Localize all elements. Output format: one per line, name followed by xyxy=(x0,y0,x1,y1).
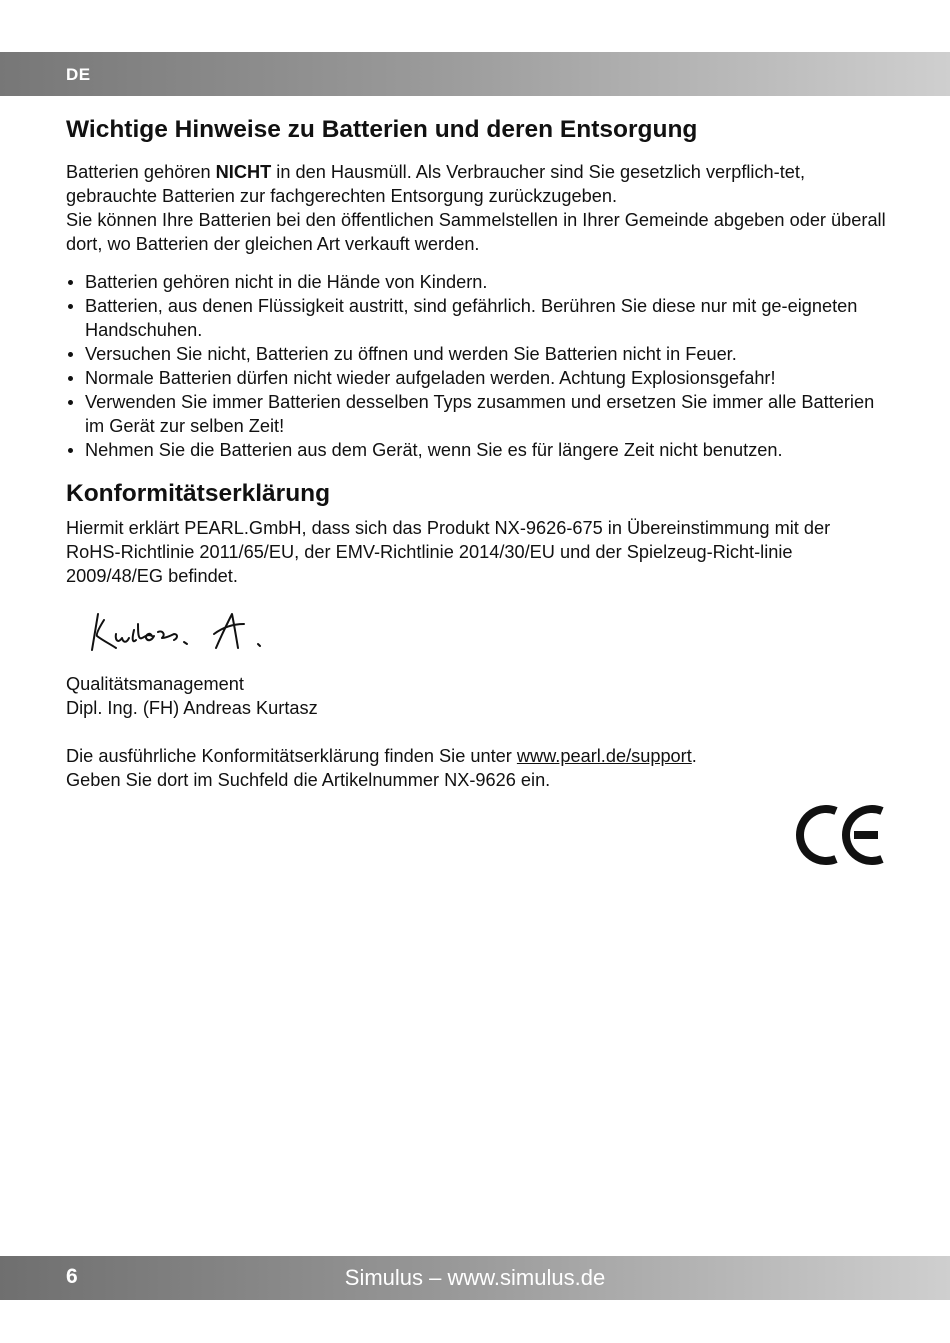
list-item: Verwenden Sie immer Batterien desselben Typs zusammen und ersetzen Sie immer alle Batterien im Gerät zur selben Zeit! xyxy=(66,390,888,438)
signature xyxy=(66,600,888,660)
footer-brand: Simulus – www.simulus.de xyxy=(344,1265,606,1290)
list-item: Batterien, aus denen Flüssigkeit austritt, sind gefährlich. Berühren Sie diese nur mit ge-eigneten Handschuhen. xyxy=(66,294,888,342)
intro-text-start: Batterien gehören xyxy=(66,162,216,182)
list-item: Versuchen Sie nicht, Batterien zu öffnen und werden Sie Batterien nicht in Feuer. xyxy=(66,342,888,366)
page-number: 6 xyxy=(66,1265,78,1288)
article-number-hint: Geben Sie dort im Suchfeld die Artikelnummer NX-9626 ein. xyxy=(66,770,551,790)
intro-emphasis: NICHT xyxy=(215,162,272,182)
signature-icon xyxy=(66,600,326,660)
battery-intro-2: Sie können Ihre Batterien bei den öffentlichen Sammelstellen in Ihrer Gemeinde abgeben oder überall dort, wo Batterien der gleichen Art verkauft werden. xyxy=(66,210,886,254)
list-item: Normale Batterien dürfen nicht wieder aufgeladen werden. Achtung Explosionsgefahr! xyxy=(66,366,888,390)
more-info-period: . xyxy=(691,746,697,766)
conformity-more-info xyxy=(66,744,888,768)
support-link[interactable]: www.pearl.de/support xyxy=(516,746,692,766)
footer-bar xyxy=(0,1256,950,1300)
language-label: DE xyxy=(66,65,91,84)
conformity-heading: Konformitätserklärung xyxy=(66,480,331,507)
signatory-name: Dipl. Ing. (FH) Andreas Kurtasz xyxy=(66,698,318,718)
more-info-text: Die ausführliche Konformitätserklärung finden Sie unter xyxy=(66,746,517,766)
battery-intro xyxy=(66,160,888,208)
list-item: Nehmen Sie die Batterien aus dem Gerät, wenn Sie es für längere Zeit nicht benutzen. xyxy=(66,438,888,462)
list-item: Batterien gehören nicht in die Hände von Kindern. xyxy=(66,270,888,294)
intro-text-end: in den Hausmüll. Als Verbraucher sind Sie gesetzlich verpflich-tet, gebrauchte Batterien zur fachgerechten Entsorgung zurückzugeben. xyxy=(66,162,805,206)
battery-bullet-list xyxy=(66,270,888,462)
battery-heading: Wichtige Hinweise zu Batterien und deren Entsorgung xyxy=(66,116,698,143)
page-content xyxy=(66,112,888,792)
conformity-text: Hiermit erklärt PEARL.GmbH, dass sich das Produkt NX-9626-675 in Übereinstimmung mit der RoHS-Richtlinie 2011/65/EU, der EMV-Richtlinie 2014/30/EU und der Spielzeug-Richt-linie 2009/48/EG befindet. xyxy=(66,518,831,586)
header-bar xyxy=(0,52,950,96)
ce-mark-icon xyxy=(796,803,888,872)
signatory-role: Qualitätsmanagement xyxy=(66,674,244,694)
